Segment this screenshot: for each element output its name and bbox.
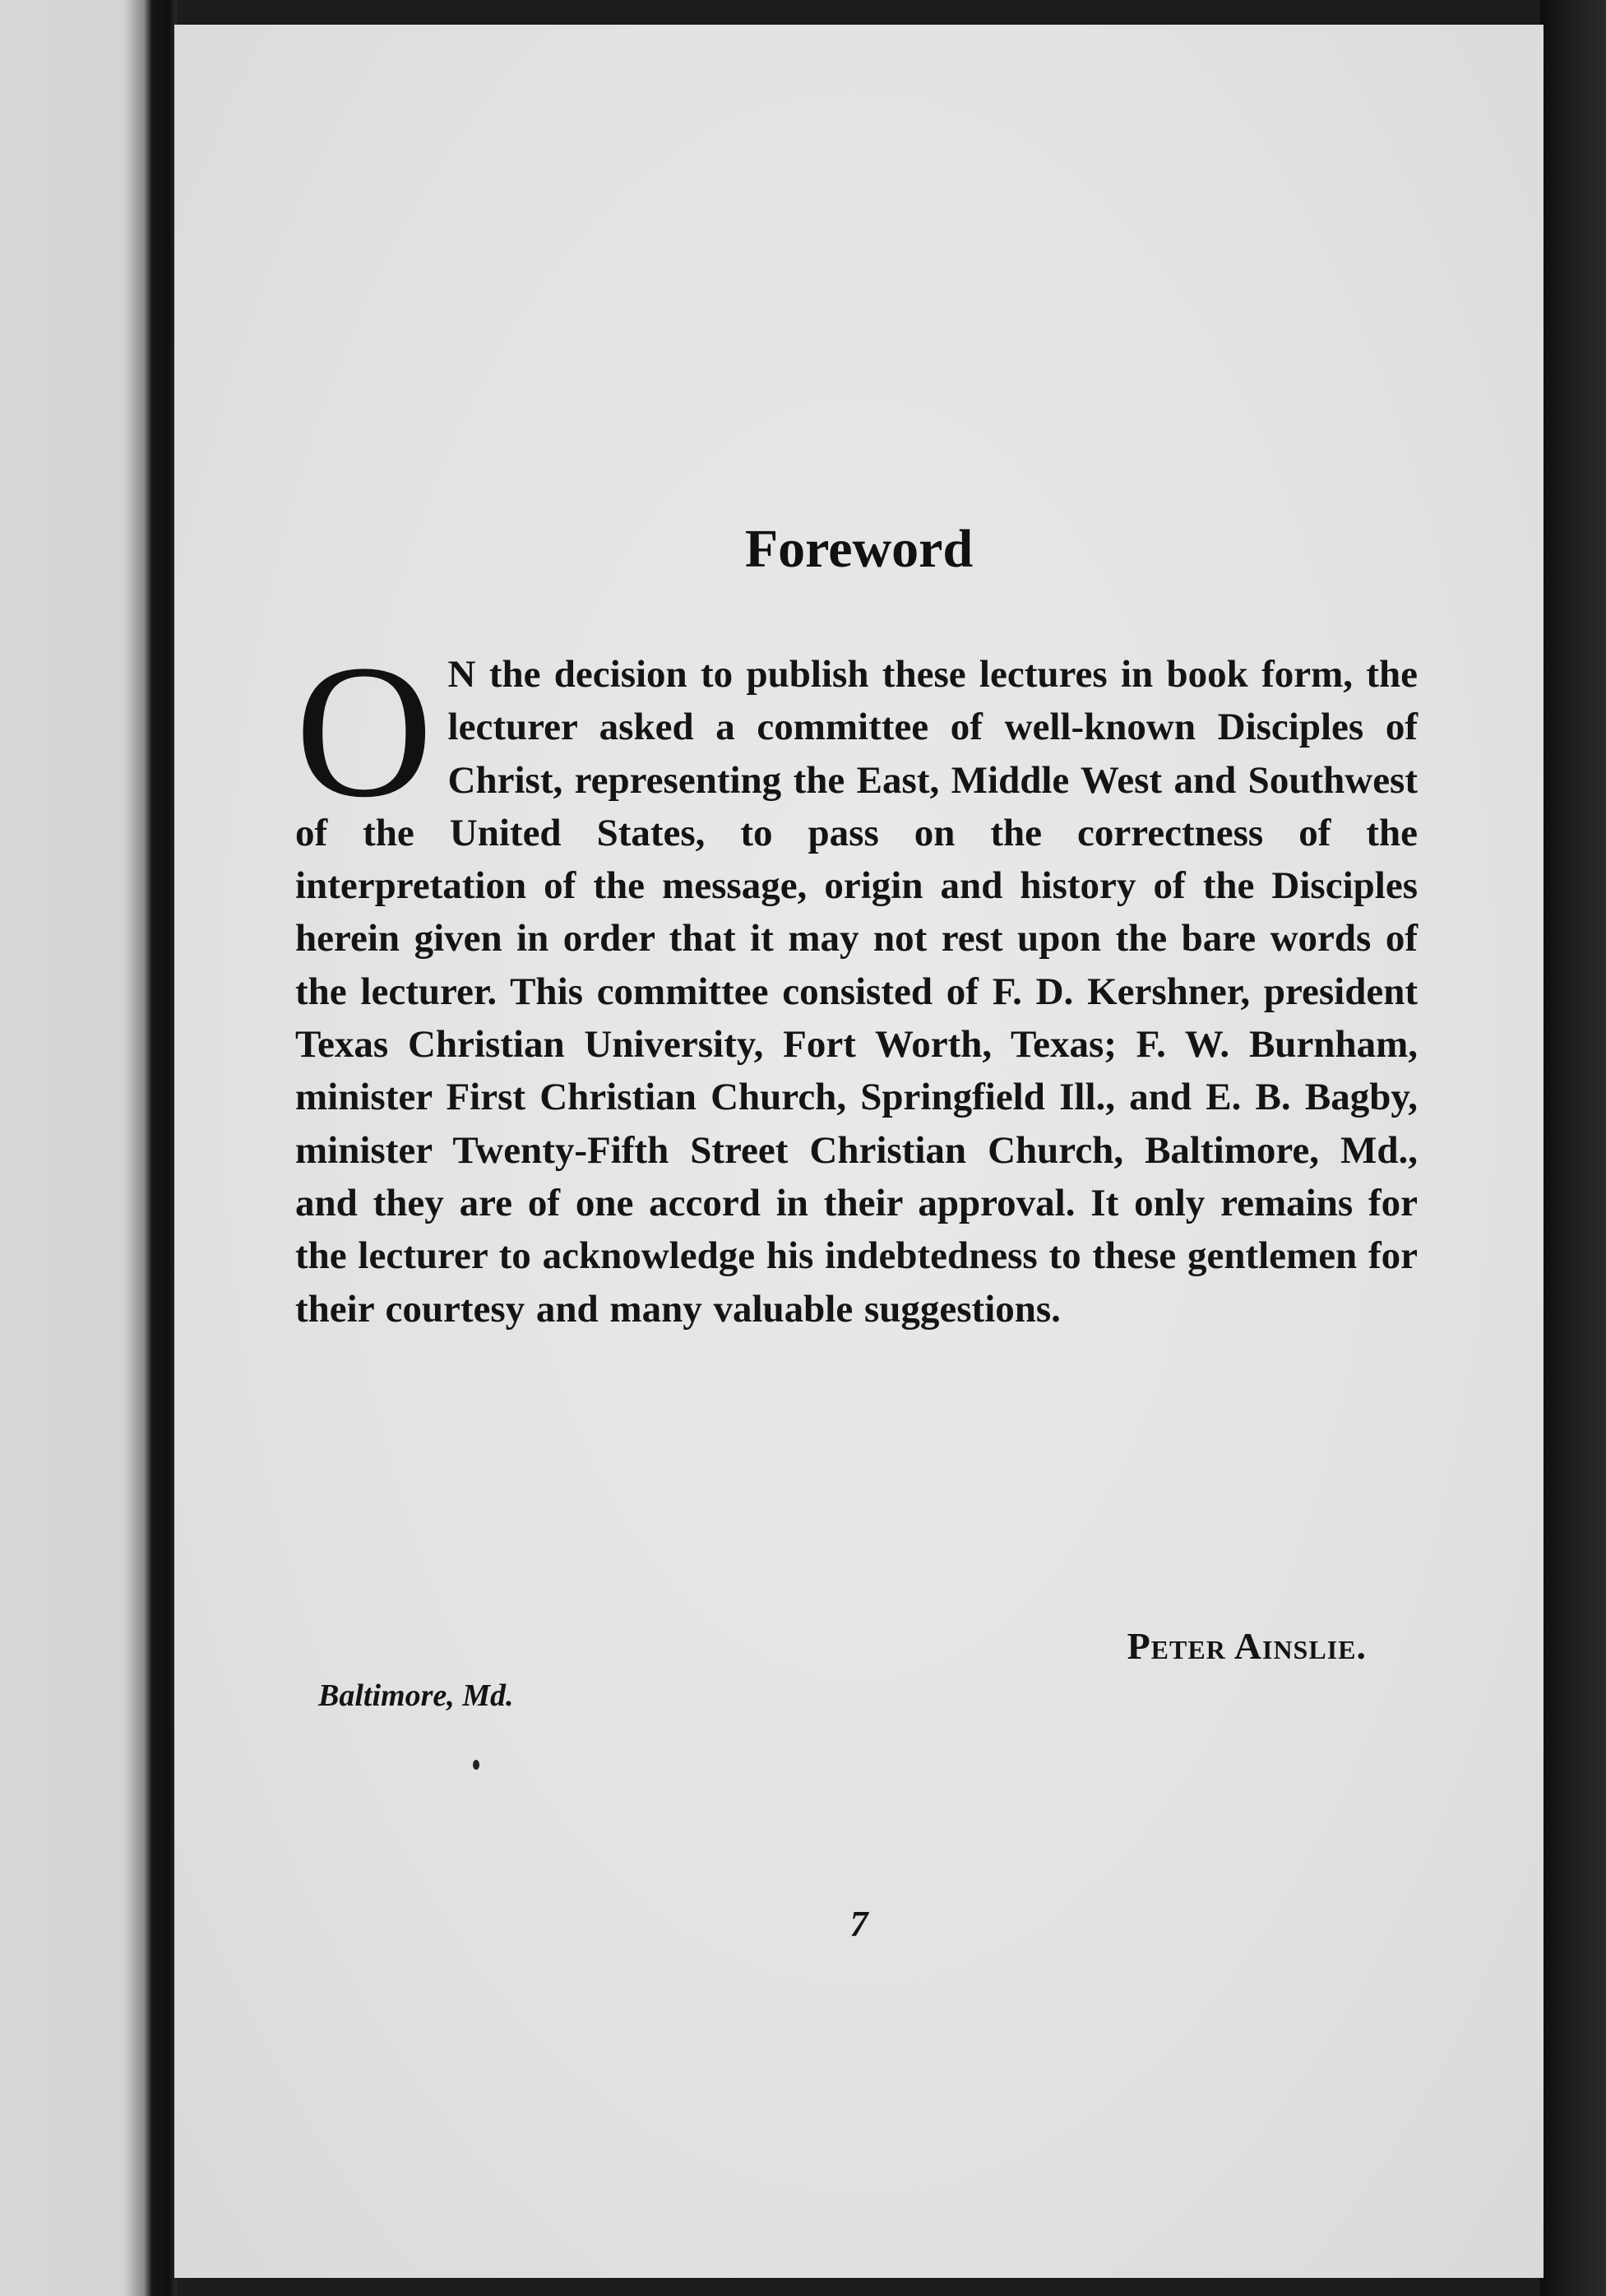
drop-cap: O: [295, 626, 433, 837]
page-number: 7: [849, 1904, 868, 1944]
page-title: Foreword: [744, 519, 974, 579]
book-page: [174, 25, 1544, 2278]
foreword-paragraph: [295, 626, 1418, 1335]
right-binding-edge: [1540, 0, 1606, 2296]
left-binding-edge: [0, 0, 177, 2296]
foreword-text: N the decision to publish these lectures in book form, the lecturer asked a committee of well-known Disciples of Christ, representing the East, Middle West and Southwest of the United States, to pass on the correctness of the interpretation of the message, origin and history of the Disciples herein given in order that it may not rest upon the bare words of the lecturer. This committee consisted of F. D. Kershner, president Texas Christian University, Fort Worth, Texas; F. W. Burnham, minister First Christian Church, Springfield Ill., and E. B. Bagby, minister Twenty-Fifth Street Christian Church, Baltimore, Md., and they are of one accord in their approval. It only remains for the lecturer to acknowledge his indebtedness to these gentlemen for their courtesy and many valuable suggestions.: [295, 653, 1418, 1331]
author-signature: Peter Ainslie.: [1127, 1625, 1367, 1667]
place-line: Baltimore, Md.: [318, 1678, 514, 1713]
ink-dot: [473, 1760, 479, 1770]
